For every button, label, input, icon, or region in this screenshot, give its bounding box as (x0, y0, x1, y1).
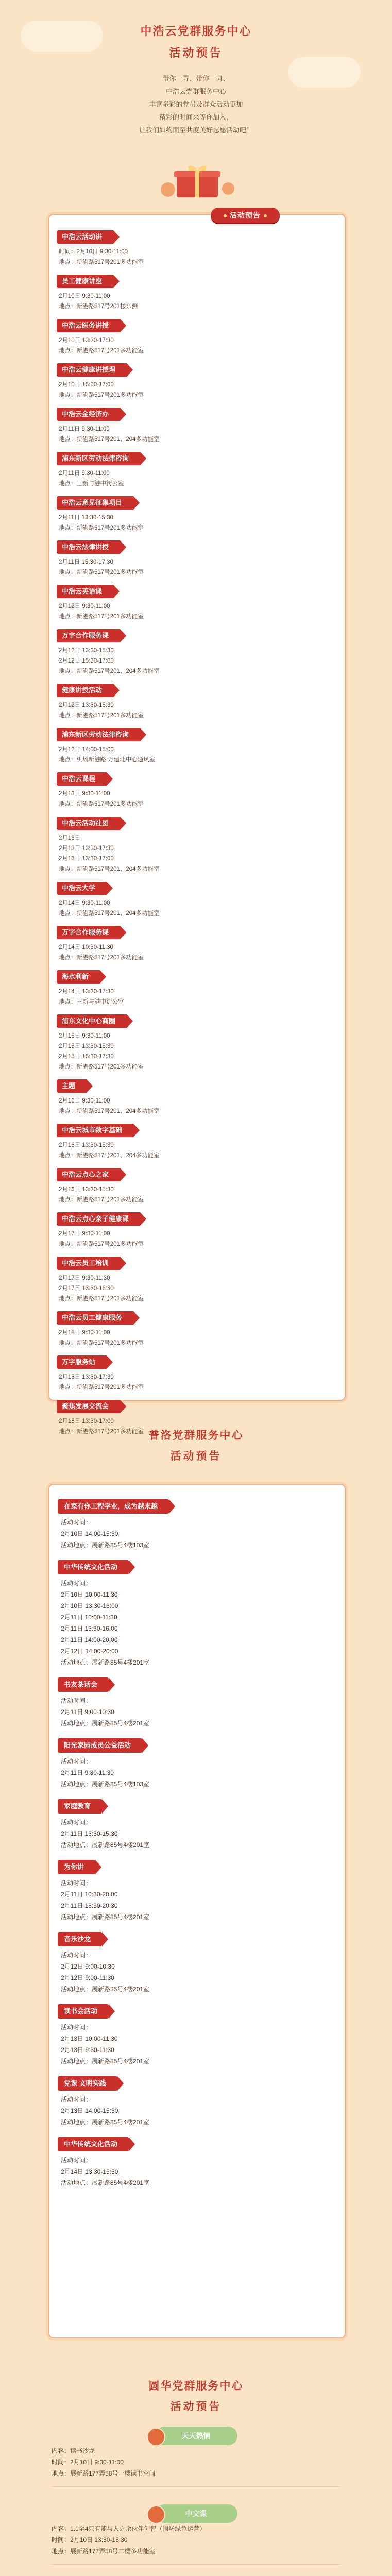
event-detail: 活动地点：展新路85号4楼103室 (61, 1541, 150, 1549)
event-title-ribbon: 中浩云点心之家 (57, 1168, 120, 1181)
event-item (57, 1079, 337, 1116)
detail-value: 2月10日 13:30-15:30 (70, 2536, 128, 2544)
event-item (57, 1311, 337, 1348)
section1-subtitle: 活动预告 (169, 46, 223, 59)
decorative-circle-icon (147, 2428, 165, 2446)
event-detail: 地点：新港路517号201多功能室 (59, 1296, 144, 1302)
event-title-ribbon: 中华传统文化活动 (58, 2137, 129, 2151)
event-item (58, 2137, 336, 2189)
divider (52, 2564, 340, 2565)
event-title-ribbon: 万字服务站 (57, 1355, 107, 1369)
event-item (57, 275, 337, 312)
event-item (57, 684, 337, 721)
event-title-ribbon: 中浩云城市数字基础 (57, 1124, 133, 1137)
event-item (57, 1355, 337, 1393)
section3-event-list (52, 2427, 340, 2576)
intro-line: 中浩云党群服务中心 (165, 88, 226, 95)
event-item (52, 2427, 340, 2487)
event-title-ribbon: 书友茶话会 (58, 1677, 109, 1692)
event-detail: 活动地点：展新路85号4楼201室 (61, 2179, 150, 2187)
event-detail: 2月15日 13:30-15:30 (59, 1043, 114, 1049)
detail-value: 展新路177弄58号一楼读书空间 (70, 2470, 156, 2477)
detail-value: 1.1至4只有能与人之余伙伴创智（围场绿色运营） (70, 2525, 206, 2532)
event-detail: 地点：新港路517号201、204多功能室 (59, 910, 160, 917)
dot-icon (224, 214, 227, 217)
event-detail: 2月11日 18:30-20:30 (61, 1902, 118, 1909)
event-detail: 地点：三新与港中街公室 (59, 999, 124, 1005)
event-detail: 2月11日 9:30-11:00 (59, 470, 110, 477)
event-detail: 地点：新港路517号201、204多功能室 (59, 436, 160, 443)
pill-label: 中文课 (185, 2510, 207, 2518)
event-item (57, 970, 337, 1007)
event-item (58, 1738, 336, 1790)
event-detail: 2月13日 13:30-17:00 (59, 856, 114, 862)
event-detail: 2月11日 9:00-10:30 (61, 1708, 114, 1716)
event-title-ribbon: 音乐沙龙 (58, 1932, 102, 1946)
event-time-label: 活动时间： (61, 2024, 92, 2031)
event-detail: 2月12日 13:30-15:30 (59, 702, 114, 708)
section2-title: 普洛党群服务中心 (148, 1430, 244, 1442)
event-detail: 2月18日 13:30-17:30 (59, 1374, 114, 1380)
event-detail: 地点：新港路517号201多功能室 (59, 1241, 144, 1247)
event-detail: 活动地点：展新路85号4楼201室 (61, 2119, 150, 2126)
event-item (58, 1677, 336, 1729)
event-detail: 2月13日 9:30-11:00 (59, 791, 110, 797)
event-detail (52, 2523, 340, 2534)
event-item (57, 540, 337, 578)
event-detail: 活动地点：展新路85号4楼103室 (61, 1781, 150, 1788)
event-detail: 地点：新港路517号201楼东侧 (59, 303, 138, 310)
detail-key: 地点： (52, 2548, 71, 2555)
activity-preview-badge (211, 208, 280, 223)
event-title-ribbon: 主题 (57, 1079, 87, 1093)
event-detail: 地点：新港路517号201多功能室 (59, 392, 144, 398)
event-detail: 地点：三新与港中街公室 (59, 481, 124, 487)
event-title-ribbon: 万字合作服务课 (57, 629, 120, 642)
detail-key: 地点： (52, 2470, 71, 2477)
event-time-label: 活动时间： (61, 1879, 92, 1887)
event-title-ribbon: 中浩云医务讲授 (57, 319, 120, 332)
section3-subtitle: 活动预告 (170, 2401, 222, 2413)
event-detail: 2月14日 10:30-11:30 (59, 944, 113, 951)
section1-event-card (48, 211, 346, 1435)
event-title-ribbon: 中浩云活动讲 (57, 230, 113, 244)
event-detail: 2月12日 9:30-11:00 (59, 603, 110, 609)
event-detail: 2月18日 9:30-11:00 (59, 1330, 110, 1336)
event-detail: 2月10日 13:30-17:30 (59, 337, 114, 344)
event-detail: 2月12日 14:00-15:00 (59, 747, 114, 753)
event-detail (52, 2546, 340, 2557)
detail-key: 时间： (52, 2536, 71, 2544)
event-title-ribbon: 员工健康讲座 (57, 275, 113, 288)
intro-line: 带你一寻、带你一同、 (162, 75, 230, 82)
event-detail: 2月10日 9:30-11:00 (59, 293, 110, 299)
event-item (57, 1168, 337, 1205)
event-detail: 地点：新港路517号201多功能室 (59, 955, 144, 961)
detail-key: 时间： (52, 2459, 71, 2466)
event-detail: 2月12日 9:00-11:30 (61, 1974, 114, 1981)
pill-label: 天天热情 (181, 2432, 211, 2440)
event-title-ribbon: 浦东新区劳动法律咨询 (57, 728, 140, 741)
event-item (58, 1932, 336, 1995)
event-time-label: 活动时间： (61, 1758, 92, 1765)
event-item (58, 1560, 336, 1668)
detail-value: 2月10日 9:30-11:00 (70, 2459, 124, 2466)
section1-intro (0, 72, 392, 137)
event-item (57, 230, 337, 267)
event-title-ribbon: 浦东文化中心商圈 (57, 1014, 127, 1028)
event-detail: 2月11日 10:30-20:00 (61, 1891, 118, 1898)
event-item (58, 1499, 336, 1551)
event-item (52, 2504, 340, 2565)
event-item (57, 728, 337, 765)
event-item (58, 1799, 336, 1851)
event-detail: 2月14日 13:30-15:30 (61, 2168, 118, 2175)
event-detail: 2月13日 9:30-11:30 (61, 2046, 114, 2054)
event-item (57, 1124, 337, 1161)
event-detail: 地点：新港路517号201多功能室 (59, 614, 144, 620)
event-title-ribbon: 海水利新 (57, 970, 100, 984)
gift-box-illustration (154, 164, 241, 200)
event-title-ribbon: 读书会活动 (58, 2004, 109, 2019)
event-item (57, 408, 337, 445)
event-title-ribbon: 浦东新区劳动法律咨询 (57, 452, 140, 465)
event-detail (52, 2534, 340, 2546)
event-time-label: 活动时间： (61, 1819, 92, 1826)
event-item (57, 772, 337, 809)
event-item (57, 926, 337, 963)
event-detail: 地点：新港路517号201、204多功能室 (59, 1153, 160, 1159)
event-title-ribbon: 阳光家园成员公益活动 (58, 1738, 142, 1753)
detail-key: 内容： (52, 2525, 71, 2532)
divider (52, 2486, 340, 2487)
event-item (57, 452, 337, 489)
event-time-label: 活动时间： (61, 1580, 92, 1587)
intro-line: 丰富多彩的党员及群众活动更加 (149, 100, 243, 108)
event-detail: 活动地点：展新路85号4楼201室 (61, 1913, 150, 1921)
event-item (57, 496, 337, 533)
event-detail: 2月13日 14:00-15:30 (61, 2107, 118, 2114)
event-time-label: 活动时间： (61, 1519, 92, 1526)
section1-event-list (57, 230, 337, 1444)
event-detail: 2月16日 9:30-11:00 (59, 1098, 110, 1104)
event-detail: 时间：2月10日 9:30-11:00 (59, 249, 128, 255)
intro-line: 精彩的时间来等你加入， (159, 113, 233, 121)
section1-hero (0, 0, 392, 214)
event-title-ribbon: 中浩云法律讲授 (57, 540, 120, 554)
event-detail: 地点：新港路517号201多功能室 (59, 259, 144, 265)
section2-heading (0, 1427, 392, 1463)
section2-event-list (58, 1499, 336, 2198)
event-detail: 活动地点：展新路85号4楼201室 (61, 1720, 150, 1727)
badge-label: 活动预告 (230, 211, 261, 219)
section2-event-card (48, 1484, 346, 2338)
event-detail: 2月17日 9:30-11:30 (59, 1275, 110, 1281)
event-time-label: 活动时间： (61, 1952, 92, 1959)
event-item (57, 1257, 337, 1304)
event-title-ribbon: 聚焦发展交流会 (57, 1400, 120, 1413)
event-detail: 2月10日 10:00-11:30 (61, 1591, 118, 1598)
event-item (57, 1212, 337, 1249)
detail-key: 内容： (52, 2447, 71, 2454)
event-detail: 地点：新港路517号201多功能室 (59, 348, 144, 354)
event-time-label: 活动时间： (61, 2157, 92, 2164)
event-detail: 地点：新港路517号201多功能室 (59, 801, 144, 807)
category-pill (155, 2427, 237, 2445)
event-detail: 2月16日 13:30-15:30 (59, 1142, 114, 1148)
event-detail: 2月10日 15:00-17:00 (59, 382, 114, 388)
event-item (57, 1014, 337, 1072)
event-detail: 2月10日 13:30-16:00 (61, 1602, 118, 1609)
event-title-ribbon: 中浩云大学 (57, 882, 107, 895)
event-title-ribbon: 家庭教育 (58, 1799, 102, 1814)
event-title-ribbon: 为你讲 (58, 1860, 95, 1874)
event-time-label: 活动时间： (61, 2096, 92, 2103)
event-title-ribbon: 中浩云活动社团 (57, 817, 120, 830)
event-detail: 地点：新港路517号201、204多功能室 (59, 1108, 160, 1114)
section3-title: 圆华党群服务中心 (148, 2380, 244, 2392)
event-detail: 2月10日 14:00-15:30 (61, 1530, 118, 1537)
event-detail: 2月14日 13:30-17:30 (59, 989, 114, 995)
event-detail: 地点：新港路517号201、204多功能室 (59, 866, 160, 872)
event-detail: 2月12日 14:00-20:00 (61, 1648, 118, 1655)
event-detail: 2月11日 14:00-20:00 (61, 1636, 118, 1643)
event-title-ribbon: 中浩云英语课 (57, 585, 113, 598)
event-item (57, 585, 337, 622)
event-item (57, 817, 337, 874)
event-detail: 2月13日 10:00-11:30 (61, 2035, 118, 2042)
event-detail: 地点：新港路517号201多功能室 (59, 1197, 144, 1203)
event-detail: 地点：新港路517号201多功能室 (59, 713, 144, 719)
event-detail: 活动地点：展新路85号4楼201室 (61, 1986, 150, 1993)
event-detail: 2月12日 15:30-17:00 (59, 658, 114, 664)
event-detail: 地点：新港路517号201多功能室 (59, 525, 144, 531)
event-detail: 2月15日 15:30-17:30 (59, 1054, 114, 1060)
section3-heading (0, 2378, 392, 2414)
event-detail: 地点：机场新港路 万建北中心通风室 (59, 757, 156, 763)
event-title-ribbon: 中华传统文化活动 (58, 1560, 129, 1574)
event-title-ribbon: 万字合作服务课 (57, 926, 120, 939)
event-title-ribbon: 在家有你工程学业，成为越来越 (58, 1499, 169, 1514)
event-title-ribbon: 中浩云点心亲子健康课 (57, 1212, 140, 1226)
event-detail (52, 2468, 340, 2479)
event-detail: 2月12日 9:00-10:30 (61, 1963, 115, 1970)
event-item (58, 2076, 336, 2128)
event-title-ribbon: 中浩云金经济办 (57, 408, 120, 421)
event-detail: 2月11日 13:30-15:30 (59, 515, 113, 521)
event-detail: 2月11日 15:30-17:30 (59, 559, 113, 565)
event-detail: 2月13日 13:30-17:30 (59, 845, 114, 852)
detail-value: 读书沙龙 (70, 2447, 95, 2454)
dot-icon (264, 214, 267, 217)
event-detail: 2月15日 9:30-11:00 (59, 1033, 110, 1039)
event-detail: 2月14日 9:30-11:00 (59, 900, 110, 906)
event-detail: 2月17日 13:30-16:30 (59, 1285, 114, 1292)
event-detail: 地点：新港路517号201多功能室 (59, 1340, 144, 1346)
event-detail: 地点：新港路517号201多功能室 (59, 1429, 144, 1435)
event-title-ribbon: 中浩云员工健康服务 (57, 1311, 133, 1325)
event-item (58, 1860, 336, 1923)
event-detail (52, 2456, 340, 2468)
event-item (57, 629, 337, 676)
event-detail: 地点：新港路517号201多功能室 (59, 1064, 144, 1070)
event-detail: 2月16日 13:30-15:30 (59, 1187, 114, 1193)
event-title-ribbon: 中浩云意见征集项目 (57, 496, 133, 510)
event-detail: 2月11日 13:30-16:00 (61, 1625, 118, 1632)
event-detail: 2月11日 9:30-11:30 (61, 1769, 114, 1776)
event-title-ribbon: 中浩云健康讲授理 (57, 363, 127, 377)
event-detail: 地点：新港路517号201多功能室 (59, 569, 144, 575)
event-detail: 2月13日 (59, 835, 81, 841)
event-detail: 2月17日 9:30-11:00 (59, 1231, 110, 1237)
event-time-label: 活动时间： (61, 1697, 92, 1704)
event-title-ribbon: 中浩云课程 (57, 772, 107, 786)
event-title-ribbon: 中浩云员工培训 (57, 1257, 120, 1270)
event-item (57, 882, 337, 919)
section1-title: 中浩云党群服务中心 (140, 25, 252, 38)
event-item (57, 319, 337, 356)
event-detail: 2月11日 9:30-11:00 (59, 426, 110, 432)
event-detail: 地点：新港路517号201、204多功能室 (59, 668, 160, 674)
category-pill (155, 2504, 237, 2523)
event-title-ribbon: 党课 文明实践 (58, 2076, 117, 2091)
event-detail: 2月18日 13:30-17:00 (59, 1418, 114, 1425)
event-detail: 活动地点：展新路85号4楼201室 (61, 1659, 150, 1666)
event-detail: 活动地点：展新路85号4楼201室 (61, 1841, 150, 1849)
event-title-ribbon: 健康讲授活动 (57, 684, 113, 697)
intro-line: 让我们如约而至共度美好志愿活动吧！ (139, 126, 253, 134)
event-item (57, 363, 337, 400)
section2-subtitle: 活动预告 (170, 1450, 222, 1462)
event-detail: 2月12日 13:30-15:30 (59, 648, 114, 654)
event-detail: 2月11日 13:30-15:30 (61, 1830, 118, 1837)
event-detail (52, 2445, 340, 2456)
event-detail: 活动地点：展新路85号4楼201室 (61, 2058, 150, 2065)
event-item (58, 2004, 336, 2067)
decorative-circle-icon (147, 2505, 165, 2524)
event-detail: 2月11日 10:00-11:30 (61, 1614, 117, 1621)
event-detail: 地点：新港路517号201多功能室 (59, 1384, 144, 1391)
detail-value: 展新路177弄58号二楼多功能室 (70, 2548, 156, 2555)
